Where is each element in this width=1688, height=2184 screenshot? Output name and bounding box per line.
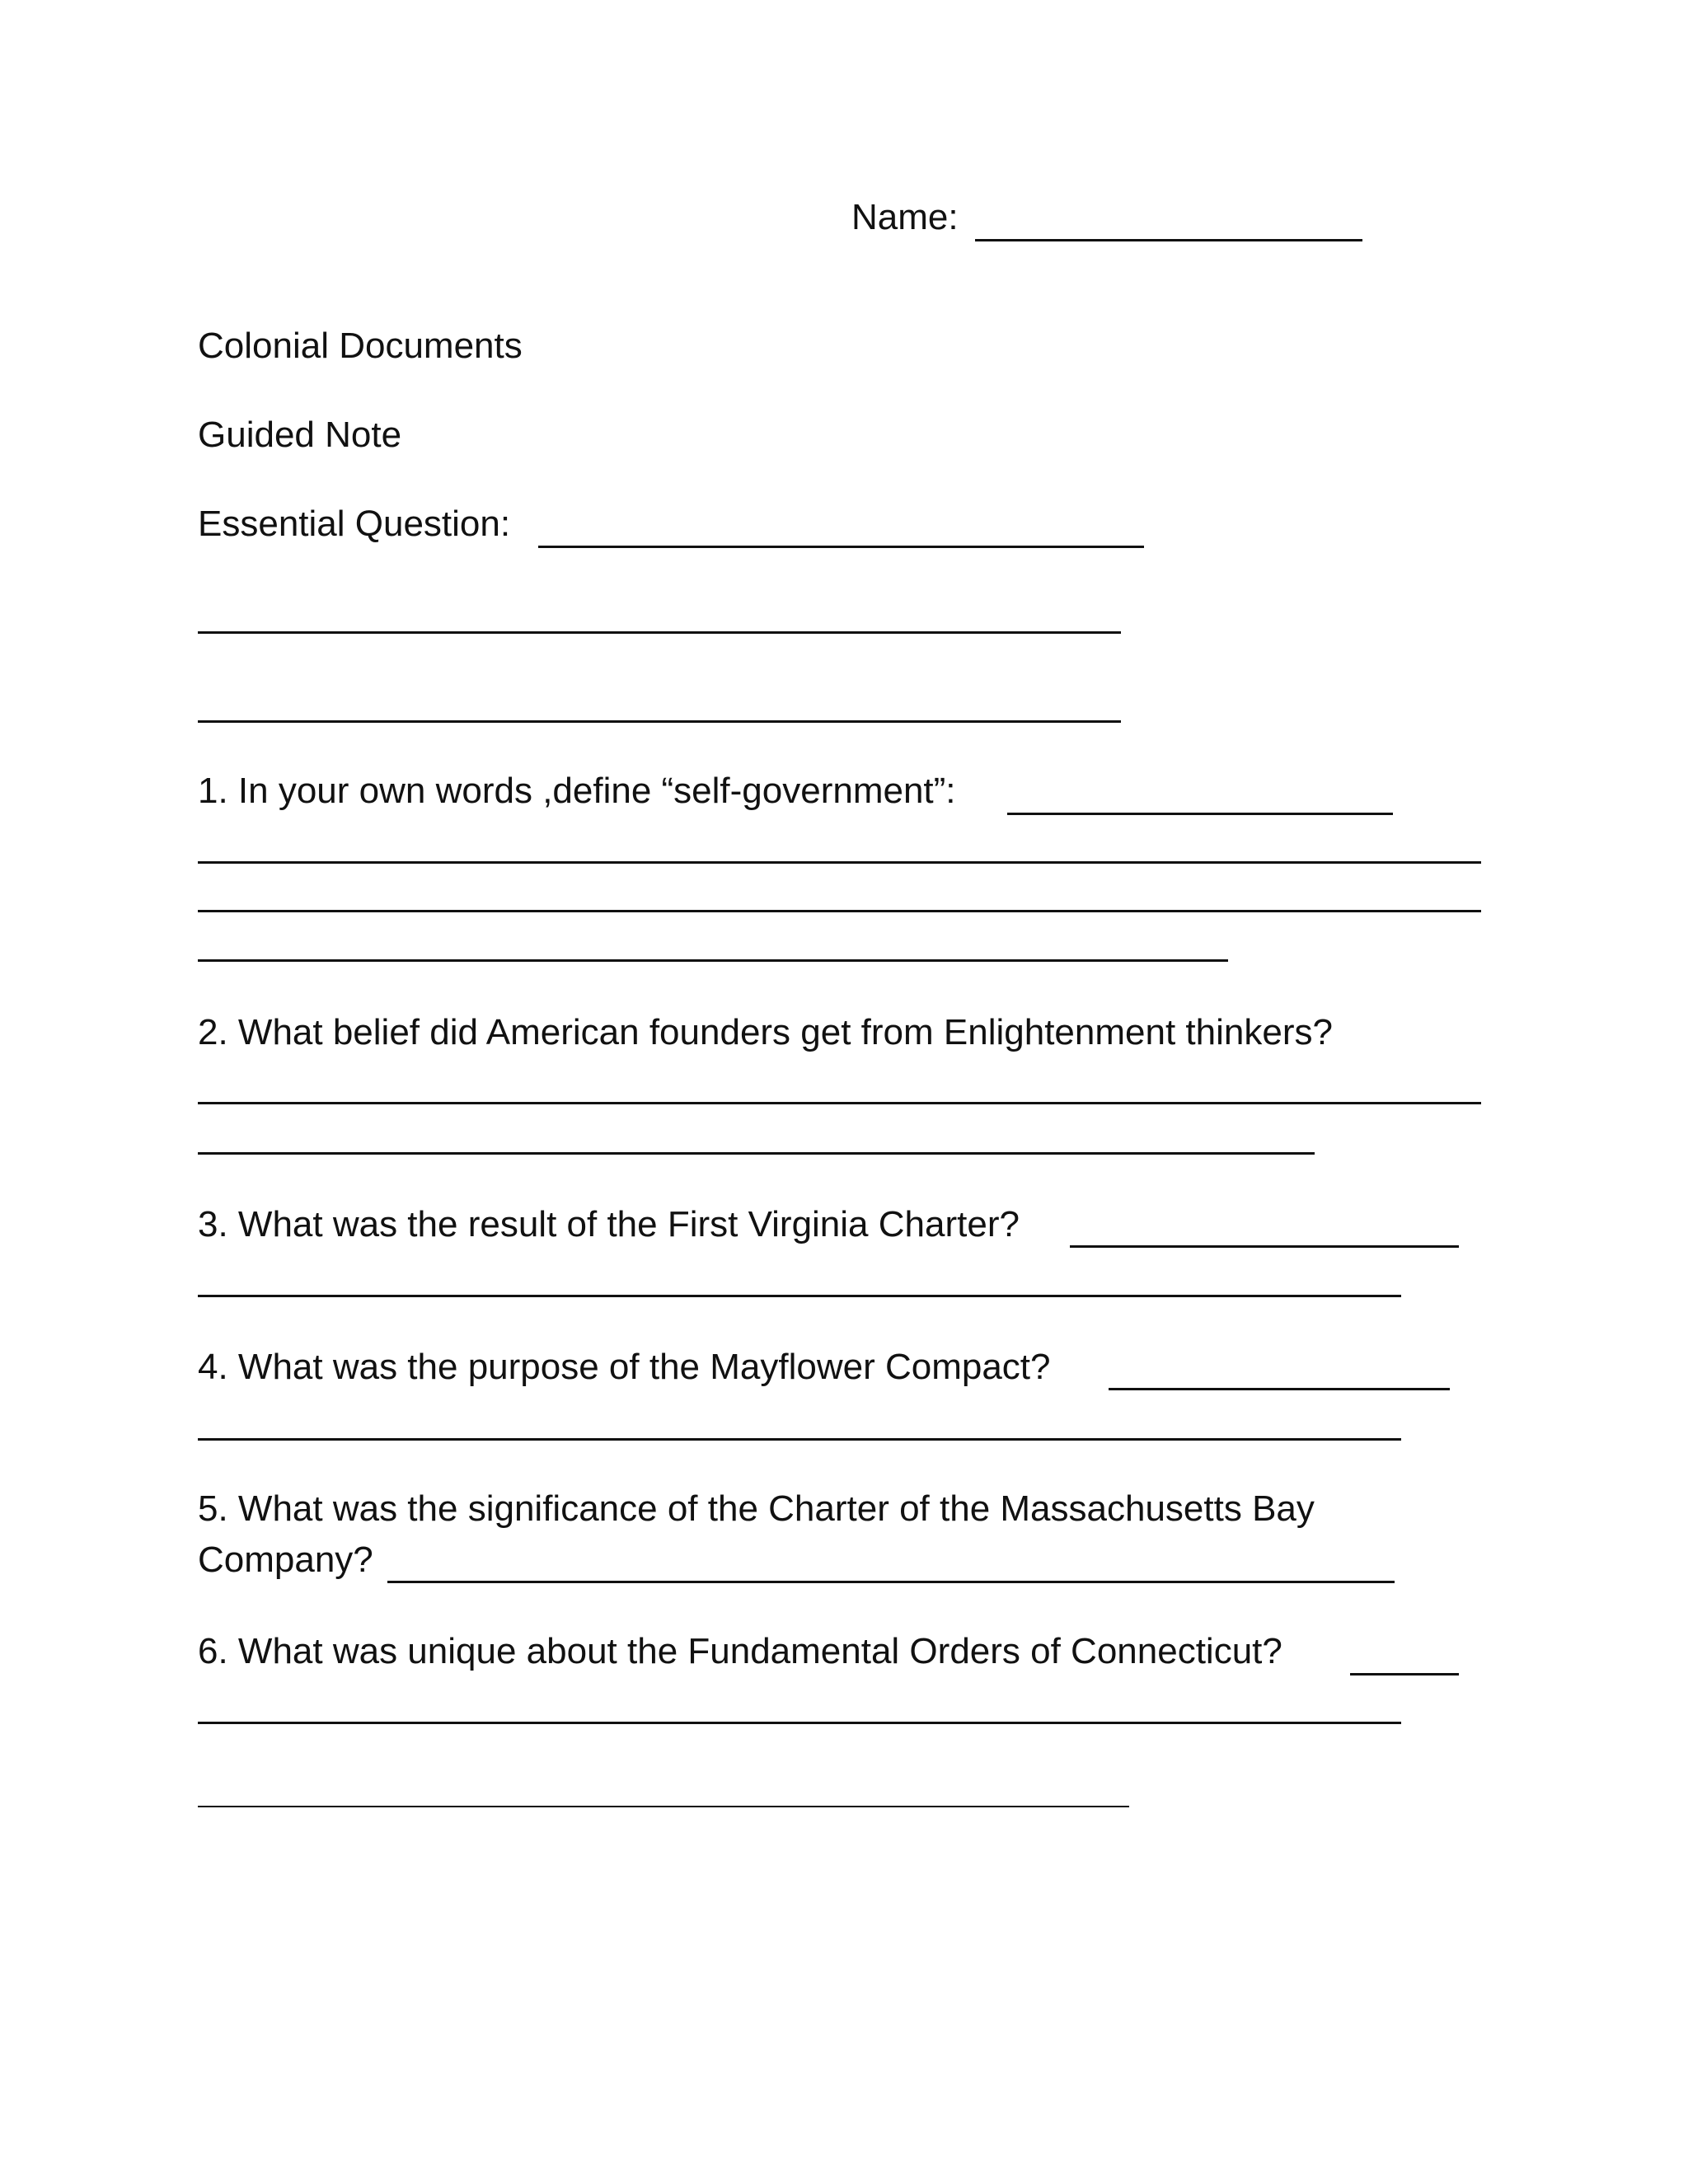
question-3-answer-line[interactable] bbox=[198, 1295, 1401, 1297]
question-4-blank[interactable] bbox=[1109, 1388, 1450, 1390]
essential-question-line[interactable] bbox=[198, 720, 1121, 723]
question-3-text: 3. What was the result of the First Virginia Charter? bbox=[198, 1204, 1020, 1244]
question-5-blank[interactable] bbox=[387, 1581, 1395, 1583]
question-4-text: 4. What was the purpose of the Mayflower Compact? bbox=[198, 1347, 1051, 1387]
question-1-answer-line[interactable] bbox=[198, 959, 1228, 962]
question-3-blank[interactable] bbox=[1070, 1245, 1459, 1248]
essential-question-blank[interactable] bbox=[538, 546, 1144, 548]
question-1-blank[interactable] bbox=[1007, 813, 1393, 815]
question-6-blank[interactable] bbox=[1350, 1673, 1459, 1675]
worksheet-title: Colonial Documents bbox=[198, 326, 523, 366]
essential-question-label: Essential Question: bbox=[198, 504, 511, 544]
question-2-text: 2. What belief did American founders get from Enlightenment thinkers? bbox=[198, 1012, 1333, 1052]
question-6-answer-line[interactable] bbox=[198, 1806, 1129, 1807]
question-2-answer-line[interactable] bbox=[198, 1152, 1315, 1155]
worksheet-subtitle: Guided Note bbox=[198, 415, 402, 455]
question-4-answer-line[interactable] bbox=[198, 1438, 1401, 1441]
question-6-answer-line[interactable] bbox=[198, 1722, 1401, 1724]
question-1-text: 1. In your own words ,define “self-government”: bbox=[198, 771, 956, 811]
question-5-text-line-2: Company? bbox=[198, 1540, 373, 1580]
question-5-text-line-1: 5. What was the significance of the Charter of the Massachusetts Bay bbox=[198, 1488, 1315, 1529]
name-blank[interactable] bbox=[975, 239, 1362, 241]
essential-question-line[interactable] bbox=[198, 631, 1121, 634]
question-6-text: 6. What was unique about the Fundamental Orders of Connecticut? bbox=[198, 1631, 1282, 1671]
question-1-answer-line[interactable] bbox=[198, 861, 1481, 864]
name-label: Name: bbox=[851, 197, 959, 237]
question-1-answer-line[interactable] bbox=[198, 910, 1481, 912]
question-2-answer-line[interactable] bbox=[198, 1102, 1481, 1104]
